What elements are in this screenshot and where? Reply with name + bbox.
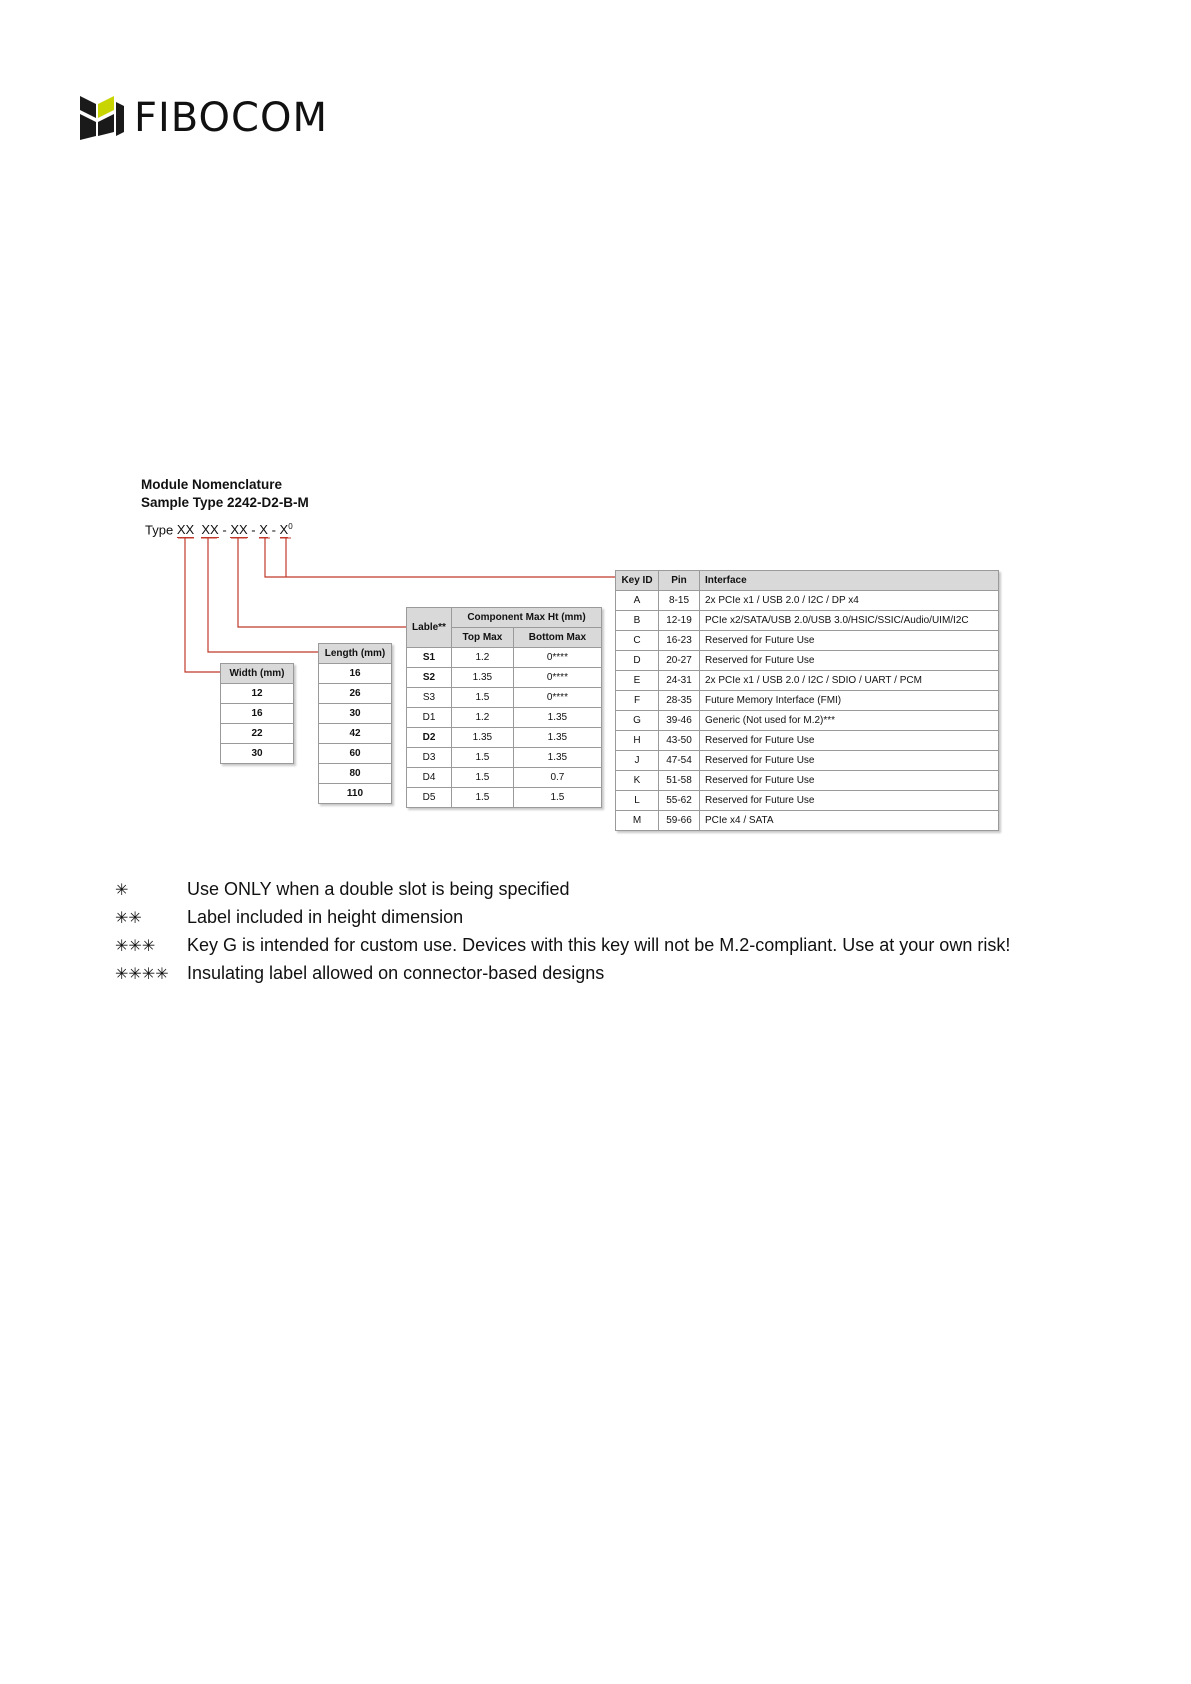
table-row bbox=[407, 708, 602, 728]
table-row bbox=[407, 788, 602, 808]
interface-cell: Reserved for Future Use bbox=[700, 631, 999, 651]
interface-header: Interface bbox=[700, 571, 999, 591]
footnote-text: Label included in height dimension bbox=[187, 907, 464, 927]
top-max-cell: 1.2 bbox=[452, 708, 514, 728]
length-cell: 16 bbox=[319, 664, 392, 684]
label-cell: D5 bbox=[407, 788, 452, 808]
type-separator: - bbox=[222, 522, 227, 538]
type-key2-code: X bbox=[279, 522, 289, 538]
length-cell: 80 bbox=[319, 764, 392, 784]
type-prefix: Type bbox=[145, 522, 174, 538]
footnote bbox=[115, 959, 1010, 987]
fibocom-logo bbox=[78, 92, 368, 144]
type-length-code: XX bbox=[201, 522, 219, 538]
key-id-cell: D bbox=[616, 651, 659, 671]
table-row bbox=[407, 748, 602, 768]
footnote-text: Insulating label allowed on connector-based designs bbox=[187, 963, 605, 983]
footnote-marker: ✳✳ bbox=[115, 910, 142, 927]
label-cell: S2 bbox=[407, 668, 452, 688]
pin-cell: 12-19 bbox=[659, 611, 700, 631]
pin-cell: 20-27 bbox=[659, 651, 700, 671]
top-max-cell: 1.5 bbox=[452, 748, 514, 768]
height-table bbox=[406, 607, 602, 808]
type-separator: - bbox=[251, 522, 256, 538]
table-row bbox=[616, 651, 999, 671]
pin-cell: 28-35 bbox=[659, 691, 700, 711]
footnote-marker: ✳✳✳ bbox=[115, 938, 156, 955]
key-id-cell: K bbox=[616, 771, 659, 791]
type-key-code: X bbox=[259, 522, 268, 538]
bottom-max-cell: 0**** bbox=[513, 668, 601, 688]
interface-cell: Generic (Not used for M.2)*** bbox=[700, 711, 999, 731]
bottom-max-cell: 0.7 bbox=[513, 768, 601, 788]
top-max-cell: 1.5 bbox=[452, 688, 514, 708]
interface-cell: Reserved for Future Use bbox=[700, 651, 999, 671]
length-table bbox=[318, 643, 392, 804]
width-cell: 16 bbox=[221, 704, 294, 724]
label-cell: S3 bbox=[407, 688, 452, 708]
table-row bbox=[407, 688, 602, 708]
table-row bbox=[616, 751, 999, 771]
table-row bbox=[616, 711, 999, 731]
label-cell: D3 bbox=[407, 748, 452, 768]
width-cell: 12 bbox=[221, 684, 294, 704]
table-row bbox=[407, 728, 602, 748]
length-cell: 60 bbox=[319, 744, 392, 764]
bottom-max-cell: 1.35 bbox=[513, 728, 601, 748]
top-max-header: Top Max bbox=[452, 628, 514, 648]
bottom-max-cell: 1.35 bbox=[513, 748, 601, 768]
table-row bbox=[616, 671, 999, 691]
length-cell: 110 bbox=[319, 784, 392, 804]
pin-cell: 16-23 bbox=[659, 631, 700, 651]
key-id-cell: F bbox=[616, 691, 659, 711]
pin-cell: 59-66 bbox=[659, 811, 700, 831]
footnotes bbox=[115, 875, 1010, 987]
interface-cell: Reserved for Future Use bbox=[700, 791, 999, 811]
table-row bbox=[616, 631, 999, 651]
type-key2-superscript: 0 bbox=[288, 522, 293, 531]
component-height-header: Component Max Ht (mm) bbox=[452, 608, 602, 628]
interface-cell: Reserved for Future Use bbox=[700, 751, 999, 771]
bottom-max-cell: 1.35 bbox=[513, 708, 601, 728]
key-id-cell: A bbox=[616, 591, 659, 611]
key-leader-line bbox=[265, 538, 617, 577]
bottom-max-cell: 0**** bbox=[513, 688, 601, 708]
type-code bbox=[145, 522, 293, 537]
interface-cell: Reserved for Future Use bbox=[700, 771, 999, 791]
length-cell: 42 bbox=[319, 724, 392, 744]
width-cell: 22 bbox=[221, 724, 294, 744]
width-cell: 30 bbox=[221, 744, 294, 764]
table-row bbox=[616, 611, 999, 631]
label-cell: D1 bbox=[407, 708, 452, 728]
bottom-max-cell: 1.5 bbox=[513, 788, 601, 808]
interface-cell: 2x PCIe x1 / USB 2.0 / I2C / SDIO / UART / PCM bbox=[700, 671, 999, 691]
top-max-cell: 1.35 bbox=[452, 728, 514, 748]
bottom-max-header: Bottom Max bbox=[513, 628, 601, 648]
width-leader-line bbox=[185, 538, 222, 672]
table-row bbox=[616, 731, 999, 751]
key-id-header: Key ID bbox=[616, 571, 659, 591]
type-height-code: XX bbox=[230, 522, 248, 538]
diagram-title: Module Nomenclature bbox=[141, 477, 283, 492]
table-row bbox=[407, 768, 602, 788]
label-header: Lable** bbox=[407, 608, 452, 648]
height-leader-line bbox=[238, 538, 408, 627]
footnote bbox=[115, 875, 1010, 903]
length-cell: 26 bbox=[319, 684, 392, 704]
pin-cell: 51-58 bbox=[659, 771, 700, 791]
table-row bbox=[616, 811, 999, 831]
pin-cell: 55-62 bbox=[659, 791, 700, 811]
type-separator: - bbox=[271, 522, 276, 538]
interface-cell: Reserved for Future Use bbox=[700, 731, 999, 751]
bottom-max-cell: 0**** bbox=[513, 648, 601, 668]
interface-cell: Future Memory Interface (FMI) bbox=[700, 691, 999, 711]
footnote bbox=[115, 903, 1010, 931]
table-row bbox=[407, 648, 602, 668]
diagram-subtitle: Sample Type 2242-D2-B-M bbox=[141, 495, 309, 510]
table-row bbox=[616, 591, 999, 611]
pin-cell: 39-46 bbox=[659, 711, 700, 731]
table-row bbox=[407, 668, 602, 688]
length-header: Length (mm) bbox=[319, 644, 392, 664]
pin-cell: 8-15 bbox=[659, 591, 700, 611]
label-cell: S1 bbox=[407, 648, 452, 668]
key-id-cell: G bbox=[616, 711, 659, 731]
table-row bbox=[616, 791, 999, 811]
footnote-text: Key G is intended for custom use. Devices with this key will not be M.2-compliant. Use at your own risk! bbox=[187, 935, 1011, 955]
key-id-cell: L bbox=[616, 791, 659, 811]
top-max-cell: 1.35 bbox=[452, 668, 514, 688]
interface-cell: PCIe x4 / SATA bbox=[700, 811, 999, 831]
width-table bbox=[220, 663, 294, 764]
label-cell: D4 bbox=[407, 768, 452, 788]
table-row bbox=[616, 691, 999, 711]
pin-cell: 24-31 bbox=[659, 671, 700, 691]
footnote bbox=[115, 931, 1010, 959]
length-cell: 30 bbox=[319, 704, 392, 724]
key-id-cell: E bbox=[616, 671, 659, 691]
top-max-cell: 1.2 bbox=[452, 648, 514, 668]
length-leader-line bbox=[208, 538, 320, 652]
top-max-cell: 1.5 bbox=[452, 768, 514, 788]
table-row bbox=[616, 771, 999, 791]
label-cell: D2 bbox=[407, 728, 452, 748]
top-max-cell: 1.5 bbox=[452, 788, 514, 808]
type-width-code: XX bbox=[176, 522, 195, 538]
width-header: Width (mm) bbox=[221, 664, 294, 684]
key-table bbox=[615, 570, 999, 831]
key-id-cell: J bbox=[616, 751, 659, 771]
footnote-marker: ✳ bbox=[115, 882, 129, 899]
pin-cell: 43-50 bbox=[659, 731, 700, 751]
pin-header: Pin bbox=[659, 571, 700, 591]
key-id-cell: C bbox=[616, 631, 659, 651]
key-id-cell: B bbox=[616, 611, 659, 631]
footnote-marker: ✳✳✳✳ bbox=[115, 966, 169, 983]
logo-mark-icon bbox=[78, 92, 130, 144]
interface-cell: 2x PCIe x1 / USB 2.0 / I2C / DP x4 bbox=[700, 591, 999, 611]
interface-cell: PCIe x2/SATA/USB 2.0/USB 3.0/HSIC/SSIC/Audio/UIM/I2C bbox=[700, 611, 999, 631]
key-id-cell: H bbox=[616, 731, 659, 751]
key-id-cell: M bbox=[616, 811, 659, 831]
pin-cell: 47-54 bbox=[659, 751, 700, 771]
footnote-text: Use ONLY when a double slot is being specified bbox=[187, 879, 570, 899]
logo-text: FIBOCOM bbox=[134, 95, 328, 141]
